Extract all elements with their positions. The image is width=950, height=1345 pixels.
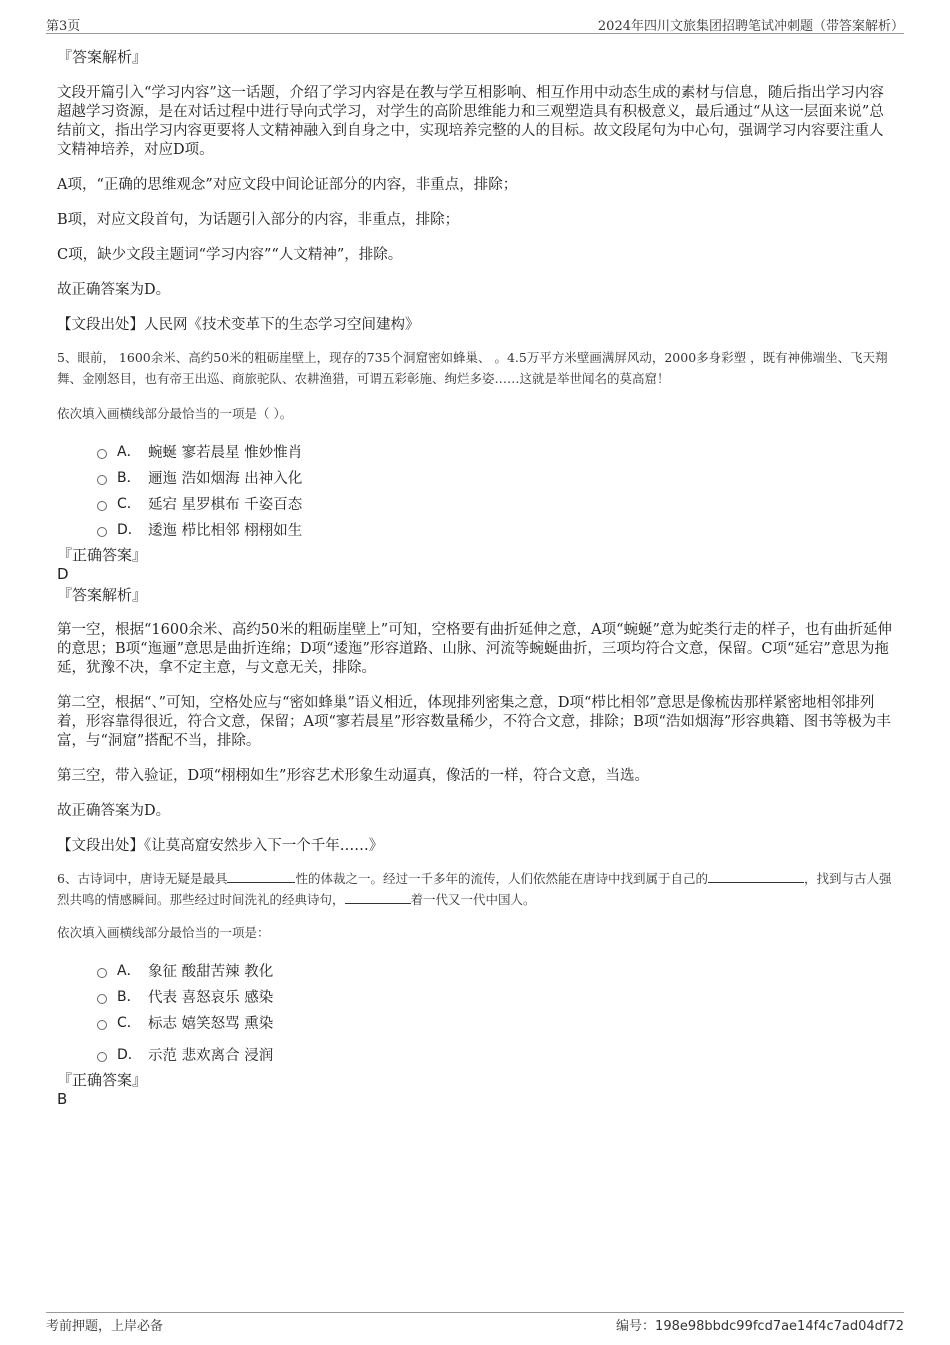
option-list bbox=[97, 438, 897, 542]
radio-icon[interactable] bbox=[97, 501, 107, 511]
analysis-paragraph-2: 第二空，根据“、”可知，空格处应与“密如蜂巢”语义相近，体现排列密集之意，D项“栉比相邻”意思是像梳齿那样紧密地相邻排列着，形容靠得很近，符合文意，保留；A项“寥若晨星”形容数量稀少，不符合文意，排除；B项“浩如烟海”形容典籍、图书等极为丰富，与“洞窟”搭配不当，排除。 bbox=[57, 695, 891, 749]
option-letter: A． bbox=[117, 444, 141, 460]
option-letter: C． bbox=[117, 1015, 141, 1031]
analysis-paragraph-1: 第一空，根据“1600余米、高约50米的粗砺崖壁上”可知，空格要有曲折延伸之意，A项“蜿蜒”意为蛇类行走的样子，也有曲折延伸的意思；B项“迤逦”意思是曲折连绵；D项“逶迤”形容道路、山脉、河流等蜿蜒曲折，三项均符合文意，保留。C项“延宕”意思为拖延，犹豫不决，拿不定主意，与文意无关，排除。 bbox=[57, 622, 892, 676]
answer-label: 『正确答案』 bbox=[57, 1071, 148, 1089]
option-b[interactable] bbox=[97, 464, 897, 490]
stem-part-3: ，找到与古人强烈共鸣的情感瞬间。那些经过时间洗礼的经典诗句， bbox=[57, 871, 892, 907]
blank-3 bbox=[345, 891, 411, 904]
page-number: 第3页 bbox=[46, 19, 81, 34]
conclusion: 故正确答案为D。 bbox=[57, 282, 171, 298]
question-prompt: 依次填入画横线部分最恰当的一项是（ ）。 bbox=[57, 406, 293, 421]
source-citation: 【文段出处】人民网《技术变革下的生态学习空间建构》 bbox=[57, 317, 420, 333]
radio-icon[interactable] bbox=[97, 1052, 107, 1062]
option-text: 代表 喜怒哀乐 感染 bbox=[148, 989, 274, 1006]
analysis-paragraph: 文段开篇引入“学习内容”这一话题，介绍了学习内容是在教与学互相影响、相互作用中动态生成的素材与信息，随后指出学习内容超越学习资源，是在对话过程中进行导向式学习，对学生的高阶思维能力和三观塑造具有积极意义，最后通过“从这一层面来说”总结前文，指出学习内容更要将人文精神融入到自身之中，实现培养完整的人的目标。故文段尾句为中心句，强调学习内容要注重人文精神培养，对应D项。 bbox=[57, 85, 884, 158]
radio-icon[interactable] bbox=[97, 1020, 107, 1030]
option-text: 象征 酸甜苦辣 教化 bbox=[148, 963, 274, 980]
correct-answer: D bbox=[57, 565, 69, 583]
radio-icon[interactable] bbox=[97, 449, 107, 459]
option-letter: B． bbox=[117, 989, 141, 1005]
document-id: 编号：198e98bbdc99fcd7ae14f4c7ad04df72 bbox=[616, 1319, 904, 1334]
footer-slogan: 考前押题，上岸必备 bbox=[46, 1319, 164, 1334]
option-a[interactable] bbox=[97, 438, 897, 464]
conclusion: 故正确答案为D。 bbox=[57, 803, 171, 819]
option-letter: C． bbox=[117, 496, 141, 512]
radio-icon[interactable] bbox=[97, 475, 107, 485]
option-d[interactable] bbox=[97, 516, 897, 542]
answer-label: 『正确答案』 bbox=[57, 546, 148, 564]
source-citation: 【文段出处】《让莫高窟安然步入下一个千年……》 bbox=[57, 838, 384, 854]
option-text: 蜿蜒 寥若晨星 惟妙惟肖 bbox=[148, 444, 303, 461]
option-c[interactable] bbox=[97, 1009, 897, 1035]
option-text: 标志 嬉笑怒骂 熏染 bbox=[148, 1015, 274, 1032]
blank-1 bbox=[227, 870, 295, 883]
radio-icon[interactable] bbox=[97, 994, 107, 1004]
question-prompt: 依次填入画横线部分最恰当的一项是： bbox=[57, 925, 270, 940]
option-d[interactable] bbox=[97, 1041, 897, 1067]
analysis-option-a: A项，“正确的思维观念”对应文段中间论证部分的内容，非重点，排除； bbox=[57, 177, 518, 193]
stem-part-1: 6、古诗词中，唐诗无疑是最具 bbox=[57, 871, 228, 886]
analysis-label: 『答案解析』 bbox=[57, 586, 148, 604]
blank-2 bbox=[708, 870, 804, 883]
option-text: 逦迤 浩如烟海 出神入化 bbox=[148, 470, 303, 487]
page-content bbox=[57, 44, 897, 1109]
option-text: 延宕 星罗棋布 千姿百态 bbox=[148, 496, 303, 513]
page-header bbox=[46, 13, 904, 34]
option-letter: D． bbox=[117, 522, 142, 538]
analysis-label: 『答案解析』 bbox=[57, 48, 148, 66]
page-footer bbox=[46, 1312, 904, 1334]
option-b[interactable] bbox=[97, 983, 897, 1009]
document-title: 2024年四川文旅集团招聘笔试冲刺题（带答案解析） bbox=[597, 19, 904, 34]
option-list bbox=[97, 957, 897, 1067]
option-letter: A． bbox=[117, 963, 141, 979]
analysis-option-b: B项，对应文段首句，为话题引入部分的内容，非重点，排除； bbox=[57, 212, 460, 228]
analysis-paragraph-3: 第三空，带入验证，D项“栩栩如生”形容艺术形象生动逼真，像活的一样，符合文意，当选。 bbox=[57, 768, 649, 784]
option-c[interactable] bbox=[97, 490, 897, 516]
radio-icon[interactable] bbox=[97, 527, 107, 537]
option-text: 逶迤 栉比相邻 栩栩如生 bbox=[148, 522, 303, 539]
correct-answer: B bbox=[57, 1090, 68, 1108]
option-a[interactable] bbox=[97, 957, 897, 983]
option-letter: D． bbox=[117, 1047, 142, 1063]
stem-part-2: 性的体裁之一。经过一千多年的流传，人们依然能在唐诗中找到属于自己的 bbox=[295, 871, 708, 886]
option-letter: B． bbox=[117, 470, 141, 486]
stem-part-4: 着一代又一代中国人。 bbox=[410, 892, 536, 907]
option-text: 示范 悲欢离合 浸润 bbox=[148, 1047, 274, 1064]
radio-icon[interactable] bbox=[97, 968, 107, 978]
analysis-option-c: C项，缺少文段主题词“学习内容”“人文精神”，排除。 bbox=[57, 247, 403, 263]
question-stem: 5、眼前， 1600余米、高约50米的粗砺崖壁上，现存的735个洞窟密如蜂巢、 。4.5万平方米壁画满屏风动，2000多身彩塑 ，既有神佛端坐、飞天翔舞、金刚怒目，也有帝王出巡、商旅驼队、农耕渔猎，可谓五彩彰施、绚烂多姿……这就是举世闻名的莫高窟！ bbox=[57, 350, 888, 386]
question-stem bbox=[57, 868, 897, 910]
